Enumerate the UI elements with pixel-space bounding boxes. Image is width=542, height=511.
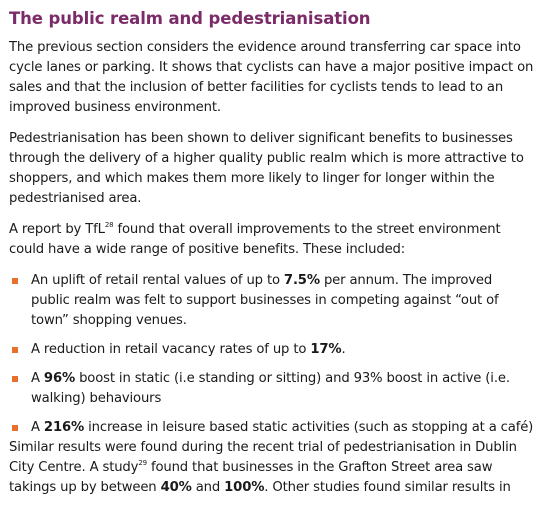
text-highlight: 40% bbox=[160, 480, 192, 495]
benefits-list bbox=[9, 271, 534, 438]
list-item bbox=[9, 418, 534, 438]
list-item bbox=[9, 271, 534, 331]
list-item-text: A bbox=[31, 420, 44, 435]
list-item bbox=[9, 340, 534, 360]
square-bullet-icon bbox=[12, 376, 18, 382]
list-item-highlight: 7.5% bbox=[283, 273, 320, 288]
footnote-ref: 28 bbox=[104, 220, 114, 229]
paragraph-intro: The previous section considers the evidence around transferring car space into cycle lanes or parking. It shows that cyclists can have a major positive impact on sales and that the inclusion of better facilities for cyclists tends to lead to an improved business environment. bbox=[9, 40, 534, 115]
paragraph-dublin bbox=[9, 438, 534, 498]
list-item-text: A reduction in retail vacancy rates of up to bbox=[31, 342, 311, 357]
paragraph-text: found that overall improvements to the street environment could have a wide range of positive benefits. These included: bbox=[9, 222, 501, 257]
square-bullet-icon bbox=[12, 278, 18, 284]
paragraph-text: and bbox=[191, 480, 225, 495]
section-heading: The public realm and pedestrianisation bbox=[9, 9, 371, 28]
square-bullet-icon bbox=[12, 425, 18, 431]
list-item-text: per annum. The improved public realm was felt to support businesses in competing against “out of town” shopping venues. bbox=[31, 273, 499, 328]
paragraph-text: . Other studies found similar results in bbox=[264, 480, 511, 495]
list-item-text: increase in leisure based static activities (such as stopping at a café) bbox=[84, 420, 534, 435]
paragraph-pedestrianisation: Pedestrianisation has been shown to deliver significant benefits to businesses through the delivery of a higher quality public realm which is more attractive to shoppers, and which makes them more likely to linger for longer within the pedestrianised area. bbox=[9, 131, 524, 206]
list-item-text: An uplift of retail rental values of up to bbox=[31, 273, 284, 288]
paragraph-text: found that businesses in the Grafton Street area saw takings up by between bbox=[9, 460, 493, 495]
square-bullet-icon bbox=[12, 347, 18, 353]
paragraph-text: A report by TfL bbox=[9, 222, 105, 237]
list-item-text: . bbox=[341, 342, 346, 357]
list-item-text: boost in static (i.e standing or sitting) and 93% boost in active (i.e. walking) behaviours bbox=[31, 371, 510, 406]
document-page bbox=[9, 8, 534, 509]
paragraph-text: Similar results were found during the recent trial of pedestrianisation in Dublin City Centre. A study bbox=[9, 440, 517, 475]
list-item-highlight: 17% bbox=[310, 342, 342, 357]
list-item-text: A bbox=[31, 371, 44, 386]
paragraph-tfl-report bbox=[9, 220, 534, 260]
text-highlight: 100% bbox=[224, 480, 265, 495]
list-item bbox=[9, 369, 534, 409]
footnote-ref: 29 bbox=[138, 458, 147, 467]
list-item-highlight: 216% bbox=[43, 420, 85, 435]
list-item-highlight: 96% bbox=[43, 371, 76, 386]
